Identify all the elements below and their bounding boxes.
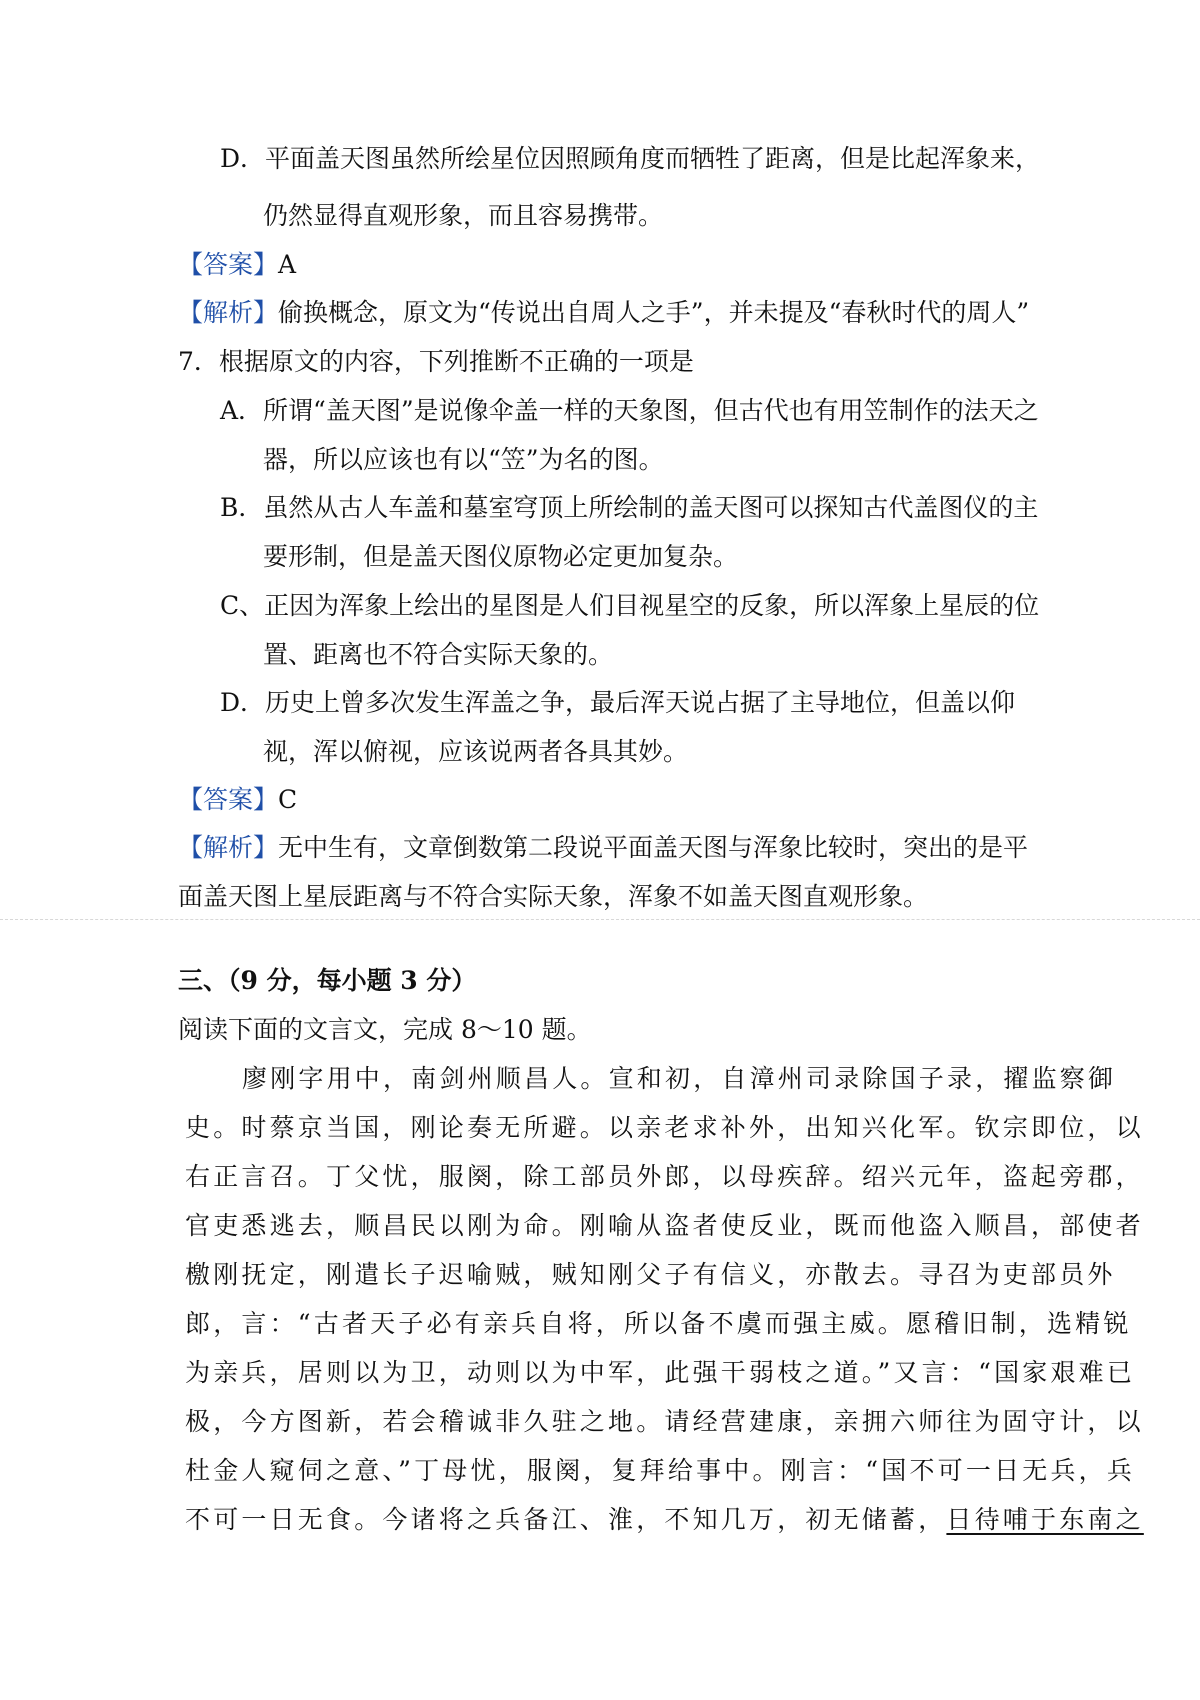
- section3-heading: 三、（9 分，每小题 3 分）: [178, 966, 477, 995]
- passage-line: 官吏悉逃去，顺昌民以刚为命。刚喻从盗者使反业，既而他盗入顺昌，部使者: [185, 1211, 1144, 1240]
- answer-label: 【答案】: [178, 785, 279, 814]
- q7-option-a-line2: 器，所以应该也有以“笠”为名的图。: [263, 445, 664, 474]
- analysis-text: 无中生有，文章倒数第二段说平面盖天图与浑象比较时，突出的是平: [278, 833, 1029, 862]
- q7-option-c-line1: C、正因为浑象上绘出的星图是人们目视星空的反象，所以浑象上星辰的位: [220, 591, 1040, 620]
- analysis-label: 【解析】: [178, 833, 279, 862]
- q7-analysis-line2: 面盖天图上星辰距离与不符合实际天象，浑象不如盖天图直观形象。: [178, 882, 929, 911]
- passage-text: 不可一日无食。今诸将之兵备江、淮，不知几万，初无储蓄，: [185, 1505, 947, 1534]
- q6-analysis: [178, 298, 1029, 328]
- q7-option-b-line2: 要形制，但是盖天图仪原物必定更加复杂。: [263, 542, 739, 571]
- q7-option-d-line2: 视，浑以俯视，应该说两者各具其妙。: [263, 737, 689, 766]
- answer-value: A: [278, 250, 297, 279]
- passage-line: 极，今方图新，若会稽诚非久驻之地。请经营建康，亲拥六师往为固守计，以: [185, 1407, 1144, 1436]
- passage-line: 檄刚抚定，刚遣长子迟喻贼，贼知刚父子有信义，亦散去。寻召为吏部员外: [185, 1260, 1116, 1289]
- analysis-label: 【解析】: [178, 298, 279, 327]
- passage-line-last: [185, 1505, 1144, 1535]
- q7-option-d-line1: D．历史上曾多次发生浑盖之争，最后浑天说占据了主导地位，但盖以仰: [220, 688, 1016, 717]
- passage-line: 为亲兵，居则以为卫，动则以为中军，此强干弱枝之道。”又言：“国家艰难已: [185, 1358, 1136, 1387]
- passage-line: 史。时蔡京当国，刚论奏无所避。以亲老求补外，出知兴化军。钦宗即位，以: [185, 1113, 1144, 1142]
- passage-line: 右正言召。丁父忧，服阕，除工部员外郎，以母疾辞。绍兴元年，盗起旁郡，: [185, 1162, 1144, 1191]
- underlined-sentence: 日待哺于东南之: [946, 1505, 1144, 1534]
- q6-option-d-line1: D．平面盖天图虽然所绘星位因照顾角度而牺牲了距离，但是比起浑象来，: [220, 144, 1041, 173]
- q7-option-b-line1: B．虽然从古人车盖和墓室穹顶上所绘制的盖天图可以探知古代盖图仪的主: [220, 493, 1039, 522]
- passage-line: 廖刚字用中，南剑州顺昌人。宣和初，自漳州司录除国子录，擢监察御: [242, 1064, 1117, 1093]
- answer-value: C: [278, 785, 298, 814]
- q7-analysis-line1: [178, 833, 1028, 863]
- q7-answer: [178, 785, 297, 815]
- passage-line: 杜金人窥伺之意、”丁母忧，服阕，复拜给事中。刚言：“国不可一日无兵，兵: [185, 1456, 1136, 1485]
- section3-instruction: 阅读下面的文言文，完成 8～10 题。: [178, 1015, 592, 1044]
- answer-label: 【答案】: [178, 250, 279, 279]
- q7-option-a-line1: A．所谓“盖天图”是说像伞盖一样的天象图，但古代也有用笠制作的法天之: [220, 396, 1039, 425]
- q7-stem: 7．根据原文的内容，下列推断不正确的一项是: [178, 347, 694, 376]
- q7-option-c-line2: 置、距离也不符合实际天象的。: [263, 640, 614, 669]
- analysis-text: 偷换概念，原文为“传说出自周人之手”，并未提及“春秋时代的周人”: [278, 298, 1030, 327]
- passage-line: 郎，言：“古者天子必有亲兵自将，所以备不虞而强主威。愿稽旧制，选精锐: [185, 1309, 1132, 1338]
- q6-option-d-line2: 仍然显得直观形象，而且容易携带。: [263, 201, 664, 230]
- q6-answer: [178, 250, 296, 280]
- page-break-divider: [0, 919, 1200, 920]
